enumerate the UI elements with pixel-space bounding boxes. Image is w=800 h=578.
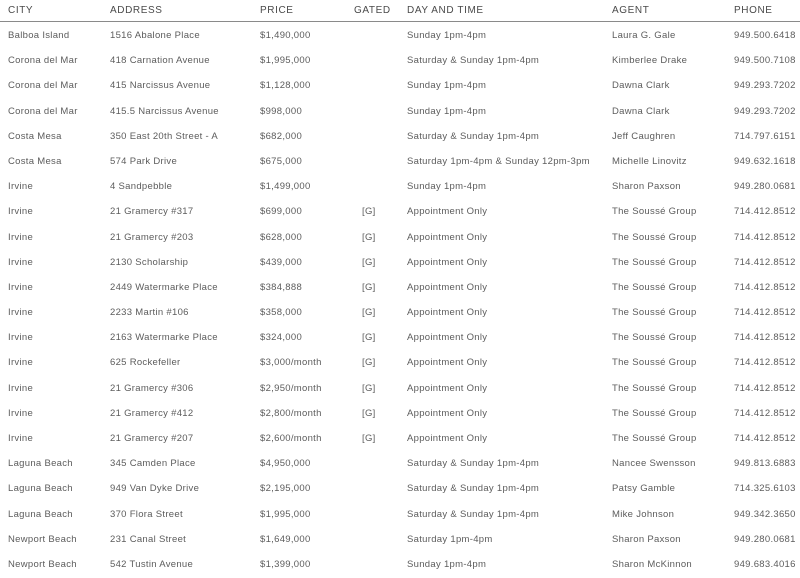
cell-phone: 714.797.6151 — [734, 130, 796, 142]
cell-day-and-time: Appointment Only — [407, 332, 488, 344]
cell-address: 370 Flora Street — [110, 508, 183, 520]
table-row — [0, 276, 800, 301]
cell-phone: 949.500.7108 — [734, 55, 796, 67]
cell-price: $324,000 — [260, 332, 303, 344]
cell-day-and-time: Appointment Only — [407, 382, 488, 394]
header-address: ADDRESS — [110, 5, 163, 16]
cell-city: Newport Beach — [8, 533, 77, 545]
cell-agent: Jeff Caughren — [612, 130, 676, 142]
cell-agent: The Soussé Group — [612, 231, 697, 243]
cell-agent: Laura G. Gale — [612, 30, 676, 41]
cell-address: 415 Narcissus Avenue — [110, 80, 211, 92]
cell-day-and-time: Sunday 1pm-4pm — [407, 30, 487, 41]
cell-price: $2,950/month — [260, 382, 322, 394]
cell-address: 1516 Abalone Place — [110, 30, 200, 41]
cell-address: 21 Gramercy #203 — [110, 231, 194, 243]
cell-price: $1,399,000 — [260, 558, 311, 570]
cell-price: $358,000 — [260, 307, 303, 319]
cell-phone: 714.412.8512 — [734, 382, 796, 394]
cell-gated: [G] — [362, 281, 376, 293]
cell-agent: The Soussé Group — [612, 307, 697, 319]
cell-price: $699,000 — [260, 206, 303, 218]
cell-city: Irvine — [8, 407, 34, 419]
cell-address: 2130 Scholarship — [110, 256, 189, 268]
cell-price: $2,195,000 — [260, 483, 311, 495]
cell-day-and-time: Appointment Only — [407, 256, 488, 268]
cell-price: $628,000 — [260, 231, 303, 243]
cell-city: Irvine — [8, 206, 34, 218]
table-row — [0, 301, 800, 326]
cell-agent: Sharon Paxson — [612, 533, 681, 545]
cell-agent: The Soussé Group — [612, 357, 697, 369]
cell-phone: 949.342.3650 — [734, 508, 796, 520]
cell-day-and-time: Saturday 1pm-4pm — [407, 533, 493, 545]
cell-price: $1,995,000 — [260, 55, 311, 67]
table-row — [0, 200, 800, 225]
cell-day-and-time: Appointment Only — [407, 281, 488, 293]
table-row — [0, 402, 800, 427]
cell-city: Irvine — [8, 357, 34, 369]
cell-address: 4 Sandpebble — [110, 181, 173, 193]
cell-price: $675,000 — [260, 155, 303, 167]
cell-phone: 949.632.1618 — [734, 155, 796, 167]
cell-phone: 949.813.6883 — [734, 458, 796, 470]
cell-agent: Dawna Clark — [612, 80, 670, 92]
cell-day-and-time: Sunday 1pm-4pm — [407, 558, 487, 570]
cell-city: Irvine — [8, 433, 34, 444]
cell-price: $3,000/month — [260, 357, 322, 369]
table-row — [0, 226, 800, 251]
table-row — [0, 427, 800, 452]
cell-day-and-time: Sunday 1pm-4pm — [407, 80, 487, 92]
cell-agent: The Soussé Group — [612, 382, 697, 394]
cell-phone: 714.412.8512 — [734, 281, 796, 293]
cell-agent: The Soussé Group — [612, 332, 697, 344]
cell-day-and-time: Appointment Only — [407, 433, 488, 444]
header-city: CITY — [8, 5, 34, 16]
cell-price: $1,490,000 — [260, 30, 311, 41]
header-price: PRICE — [260, 5, 294, 16]
open-house-list — [0, 24, 800, 578]
cell-address: 2163 Watermarke Place — [110, 332, 218, 344]
cell-city: Irvine — [8, 281, 34, 293]
cell-phone: 714.412.8512 — [734, 407, 796, 419]
cell-phone: 714.325.6103 — [734, 483, 796, 495]
cell-agent: Sharon McKinnon — [612, 558, 693, 570]
cell-agent: Dawna Clark — [612, 105, 670, 117]
cell-phone: 949.500.6418 — [734, 30, 796, 41]
cell-agent: Patsy Gamble — [612, 483, 676, 495]
cell-agent: The Soussé Group — [612, 407, 697, 419]
cell-price: $998,000 — [260, 105, 303, 117]
cell-agent: The Soussé Group — [612, 206, 697, 218]
table-row — [0, 49, 800, 74]
cell-day-and-time: Appointment Only — [407, 357, 488, 369]
cell-day-and-time: Saturday & Sunday 1pm-4pm — [407, 55, 540, 67]
cell-day-and-time: Appointment Only — [407, 231, 488, 243]
cell-phone: 714.412.8512 — [734, 206, 796, 218]
table-row — [0, 477, 800, 502]
header-day-and-time: DAY AND TIME — [407, 5, 484, 16]
cell-city: Irvine — [8, 332, 34, 344]
cell-gated: [G] — [362, 206, 376, 218]
cell-address: 350 East 20th Street - A — [110, 130, 219, 142]
cell-price: $439,000 — [260, 256, 303, 268]
cell-gated: [G] — [362, 307, 376, 319]
cell-phone: 714.412.8512 — [734, 256, 796, 268]
cell-city: Irvine — [8, 382, 34, 394]
header-agent: AGENT — [612, 5, 650, 16]
table-row — [0, 74, 800, 99]
cell-phone: 714.412.8512 — [734, 231, 796, 243]
cell-phone: 949.293.7202 — [734, 105, 796, 117]
cell-agent: Sharon Paxson — [612, 181, 681, 193]
cell-address: 418 Carnation Avenue — [110, 55, 210, 67]
table-row — [0, 528, 800, 553]
table-row — [0, 351, 800, 376]
cell-city: Laguna Beach — [8, 483, 73, 495]
cell-agent: The Soussé Group — [612, 281, 697, 293]
cell-city: Newport Beach — [8, 558, 77, 570]
cell-day-and-time: Appointment Only — [407, 407, 488, 419]
cell-price: $1,995,000 — [260, 508, 311, 520]
cell-agent: The Soussé Group — [612, 256, 697, 268]
cell-agent: Nancee Swensson — [612, 458, 696, 470]
cell-phone: 714.412.8512 — [734, 307, 796, 319]
cell-day-and-time: Appointment Only — [407, 206, 488, 218]
table-row — [0, 24, 800, 49]
cell-price: $2,800/month — [260, 407, 322, 419]
cell-price: $1,649,000 — [260, 533, 311, 545]
cell-address: 21 Gramercy #317 — [110, 206, 194, 218]
cell-phone: 714.412.8512 — [734, 332, 796, 344]
cell-address: 21 Gramercy #207 — [110, 433, 194, 444]
cell-phone: 714.412.8512 — [734, 357, 796, 369]
cell-agent: Kimberlee Drake — [612, 55, 688, 67]
cell-city: Laguna Beach — [8, 508, 73, 520]
table-row — [0, 251, 800, 276]
table-header — [0, 0, 800, 22]
cell-address: 542 Tustin Avenue — [110, 558, 194, 570]
cell-city: Irvine — [8, 181, 34, 193]
cell-gated: [G] — [362, 332, 376, 344]
table-row — [0, 150, 800, 175]
cell-price: $4,950,000 — [260, 458, 311, 470]
cell-city: Irvine — [8, 231, 34, 243]
cell-address: 574 Park Drive — [110, 155, 178, 167]
cell-day-and-time: Appointment Only — [407, 307, 488, 319]
cell-phone: 949.683.4016 — [734, 558, 796, 570]
cell-price: $1,128,000 — [260, 80, 311, 92]
cell-day-and-time: Saturday & Sunday 1pm-4pm — [407, 508, 540, 520]
cell-phone: 714.412.8512 — [734, 433, 796, 444]
cell-city: Irvine — [8, 307, 34, 319]
cell-day-and-time: Sunday 1pm-4pm — [407, 105, 487, 117]
cell-city: Laguna Beach — [8, 458, 73, 470]
cell-gated: [G] — [362, 382, 376, 394]
cell-address: 345 Camden Place — [110, 458, 196, 470]
table-row — [0, 553, 800, 578]
cell-day-and-time: Saturday & Sunday 1pm-4pm — [407, 130, 540, 142]
cell-city: Costa Mesa — [8, 155, 62, 167]
cell-day-and-time: Saturday 1pm-4pm & Sunday 12pm-3pm — [407, 155, 590, 167]
cell-city: Balboa Island — [8, 30, 70, 41]
cell-gated: [G] — [362, 407, 376, 419]
cell-agent: Mike Johnson — [612, 508, 675, 520]
cell-phone: 949.293.7202 — [734, 80, 796, 92]
cell-address: 2233 Martin #106 — [110, 307, 189, 319]
cell-price: $384,888 — [260, 281, 303, 293]
cell-day-and-time: Saturday & Sunday 1pm-4pm — [407, 458, 540, 470]
cell-price: $2,600/month — [260, 433, 322, 444]
cell-address: 21 Gramercy #306 — [110, 382, 194, 394]
cell-address: 415.5 Narcissus Avenue — [110, 105, 219, 117]
cell-phone: 949.280.0681 — [734, 533, 796, 545]
header-phone: PHONE — [734, 5, 773, 16]
cell-day-and-time: Saturday & Sunday 1pm-4pm — [407, 483, 540, 495]
cell-address: 949 Van Dyke Drive — [110, 483, 200, 495]
cell-gated: [G] — [362, 433, 376, 444]
table-row — [0, 125, 800, 150]
cell-day-and-time: Sunday 1pm-4pm — [407, 181, 487, 193]
cell-address: 625 Rockefeller — [110, 357, 181, 369]
header-gated: GATED — [354, 5, 391, 16]
cell-agent: The Soussé Group — [612, 433, 697, 444]
cell-phone: 949.280.0681 — [734, 181, 796, 193]
cell-gated: [G] — [362, 231, 376, 243]
cell-agent: Michelle Linovitz — [612, 155, 687, 167]
cell-city: Corona del Mar — [8, 55, 78, 67]
cell-city: Costa Mesa — [8, 130, 62, 142]
table-row — [0, 175, 800, 200]
table-row — [0, 377, 800, 402]
cell-price: $682,000 — [260, 130, 303, 142]
cell-address: 231 Canal Street — [110, 533, 187, 545]
cell-city: Irvine — [8, 256, 34, 268]
cell-city: Corona del Mar — [8, 80, 78, 92]
cell-gated: [G] — [362, 256, 376, 268]
cell-gated: [G] — [362, 357, 376, 369]
table-row — [0, 326, 800, 351]
cell-address: 21 Gramercy #412 — [110, 407, 194, 419]
cell-city: Corona del Mar — [8, 105, 78, 117]
table-row — [0, 503, 800, 528]
cell-price: $1,499,000 — [260, 181, 311, 193]
table-row — [0, 452, 800, 477]
cell-address: 2449 Watermarke Place — [110, 281, 218, 293]
table-row — [0, 100, 800, 125]
